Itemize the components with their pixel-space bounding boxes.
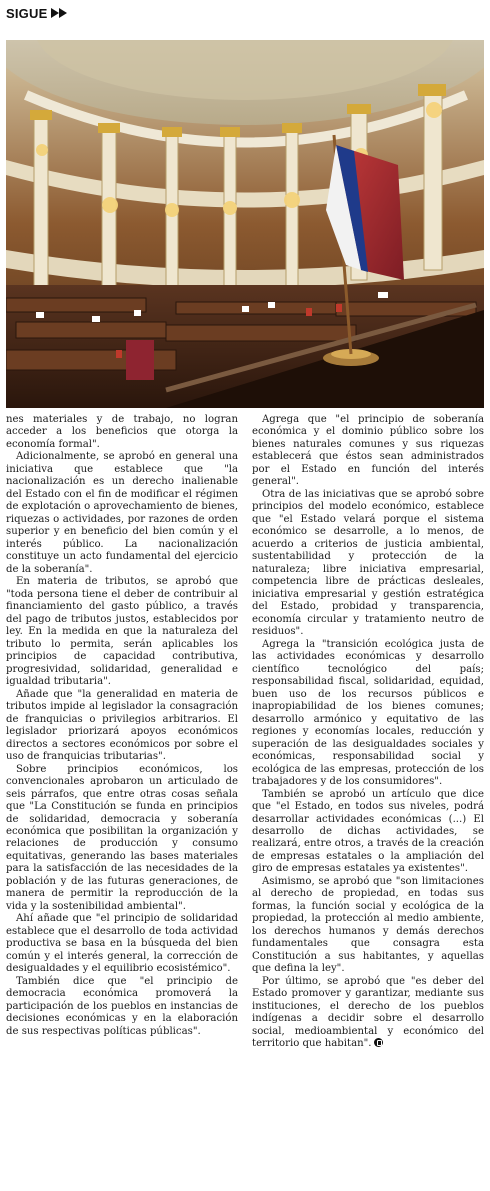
end-of-article-icon [374,1038,383,1047]
article-body [6,414,484,1184]
paragraph [252,976,484,1051]
paragraph: nes materiales y de trabajo, no logran acceder a los beneficios que otorga la economía formal". [6,414,238,450]
paragraph: Agrega que "el principio de soberanía económica y el dominio público sobre los bienes naturales comunes y sus riquezas establecerá que éstos sean administrados por el Estado en función del interés general". [252,414,484,488]
article-column-left [6,414,238,1184]
paragraph: Agrega la "transición ecológica justa de las actividades económicas y desarrollo científico tecnológico del país; responsabilidad fiscal, solidaridad, equidad, buen uso de los recursos públicos e inapropiabilidad de los bienes comunes; desarrollo armónico y equitativo de las regiones y economías locales, reducción y superación de las desigualdades sociales y económicas, responsabilidad social y ecológica de las empresas, protección de los trabajadores y de los consumidores". [252,638,484,788]
paragraph-text: Por último, se aprobó que "es deber del Estado promover y garantizar, mediante sus instituciones, el derecho de los pueblos indígenas a decidir sobre el desarrollo social, medioambiental y económico del territorio que habitan". [252,975,484,1050]
paragraph: En materia de tributos, se aprobó que "toda persona tiene el deber de contribuir al financiamiento del gasto público, a través del pago de tributos justos, establecidos por ley. En la medida en que la naturaleza del tributo lo permita, serán aplicables los principios de capacidad contributiva, progresividad, solidaridad, generalidad e igualdad tributaria". [6,576,238,688]
article-column-right [252,414,484,1184]
continue-label: SIGUE [6,5,48,21]
paragraph: Ahí añade que "el principio de solidaridad establece que el desarrollo de toda actividad productiva se basa en la búsqueda del bien común y el interés general, la corrección de desigualdades y el equilibrio ecosistémico". [6,913,238,975]
chamber-interior-photo [6,40,484,408]
chamber-illustration [6,40,484,408]
continue-header [6,2,67,24]
double-arrow-right-icon [51,8,67,18]
paragraph: Adicionalmente, se aprobó en general una iniciativa que establece que "la nacionalización es un derecho inalienable del Estado con el fin de modificar el régimen de explotación o aprovechamiento de bienes, riquezas o actividades, por razones de orden superior y en beneficio del bien común y el interés público. La nacionalización constituye un acto fundamental del ejercicio de la soberanía". [6,451,238,575]
paragraph: Añade que "la generalidad en materia de tributos impide al legislador la consagración de franquicias o privilegios arbitrarios. El legislador priorizará apoyos económicos directos a sectores económicos por sobre el uso de franquicias tributarias". [6,688,238,763]
paragraph: Sobre principios económicos, los convencionales aprobaron un articulado de seis párrafos, que entre otras cosas señala que "La Constitución se funda en principios de solidaridad, democracia y soberanía económica que posibilitan la organización y relaciones de producción y consumo equitativas, generando las bases materiales para la satisfacción de las necesidades de la población y de las futuras generaciones, de manera de permitir la reproducción de la vida y la sostenibilidad ambiental". [6,763,238,912]
paragraph: Asimismo, se aprobó que "son limitaciones al derecho de propiedad, en todas sus formas, la función social y ecológica de la propiedad, la protección al medio ambiente, los derechos humanos y demás derechos fundamentales que consagra esta Constitución a sus habitantes, y aquellas que defina la ley". [252,875,484,975]
paragraph: También dice que "el principio de democracia económica promoverá la participación de los pueblos en instancias de decisiones económicas y en la elaboración de sus respectivas políticas públicas". [6,975,238,1037]
paragraph: Otra de las iniciativas que se aprobó sobre principios del modelo económico, establece que "el Estado velará porque el sistema económico se desarrolle, a lo menos, de acuerdo a criterios de justicia ambiental, sustentabilidad y protección de la naturaleza; libre iniciativa empresarial, competencia libre de prácticas desleales, iniciativa empresarial y gestión estratégica del Estado, probidad y transparencia, economía circular y tratamiento neutro de residuos". [252,488,484,638]
paragraph: También se aprobó un artículo que dice que "el Estado, en todos sus niveles, podrá desarrollar actividades económicas (...) El desarrollo de dichas actividades, se realizará, entre otros, a través de la creación de empresas estatales o la ampliación del giro de empresas estatales ya existentes". [252,788,484,875]
